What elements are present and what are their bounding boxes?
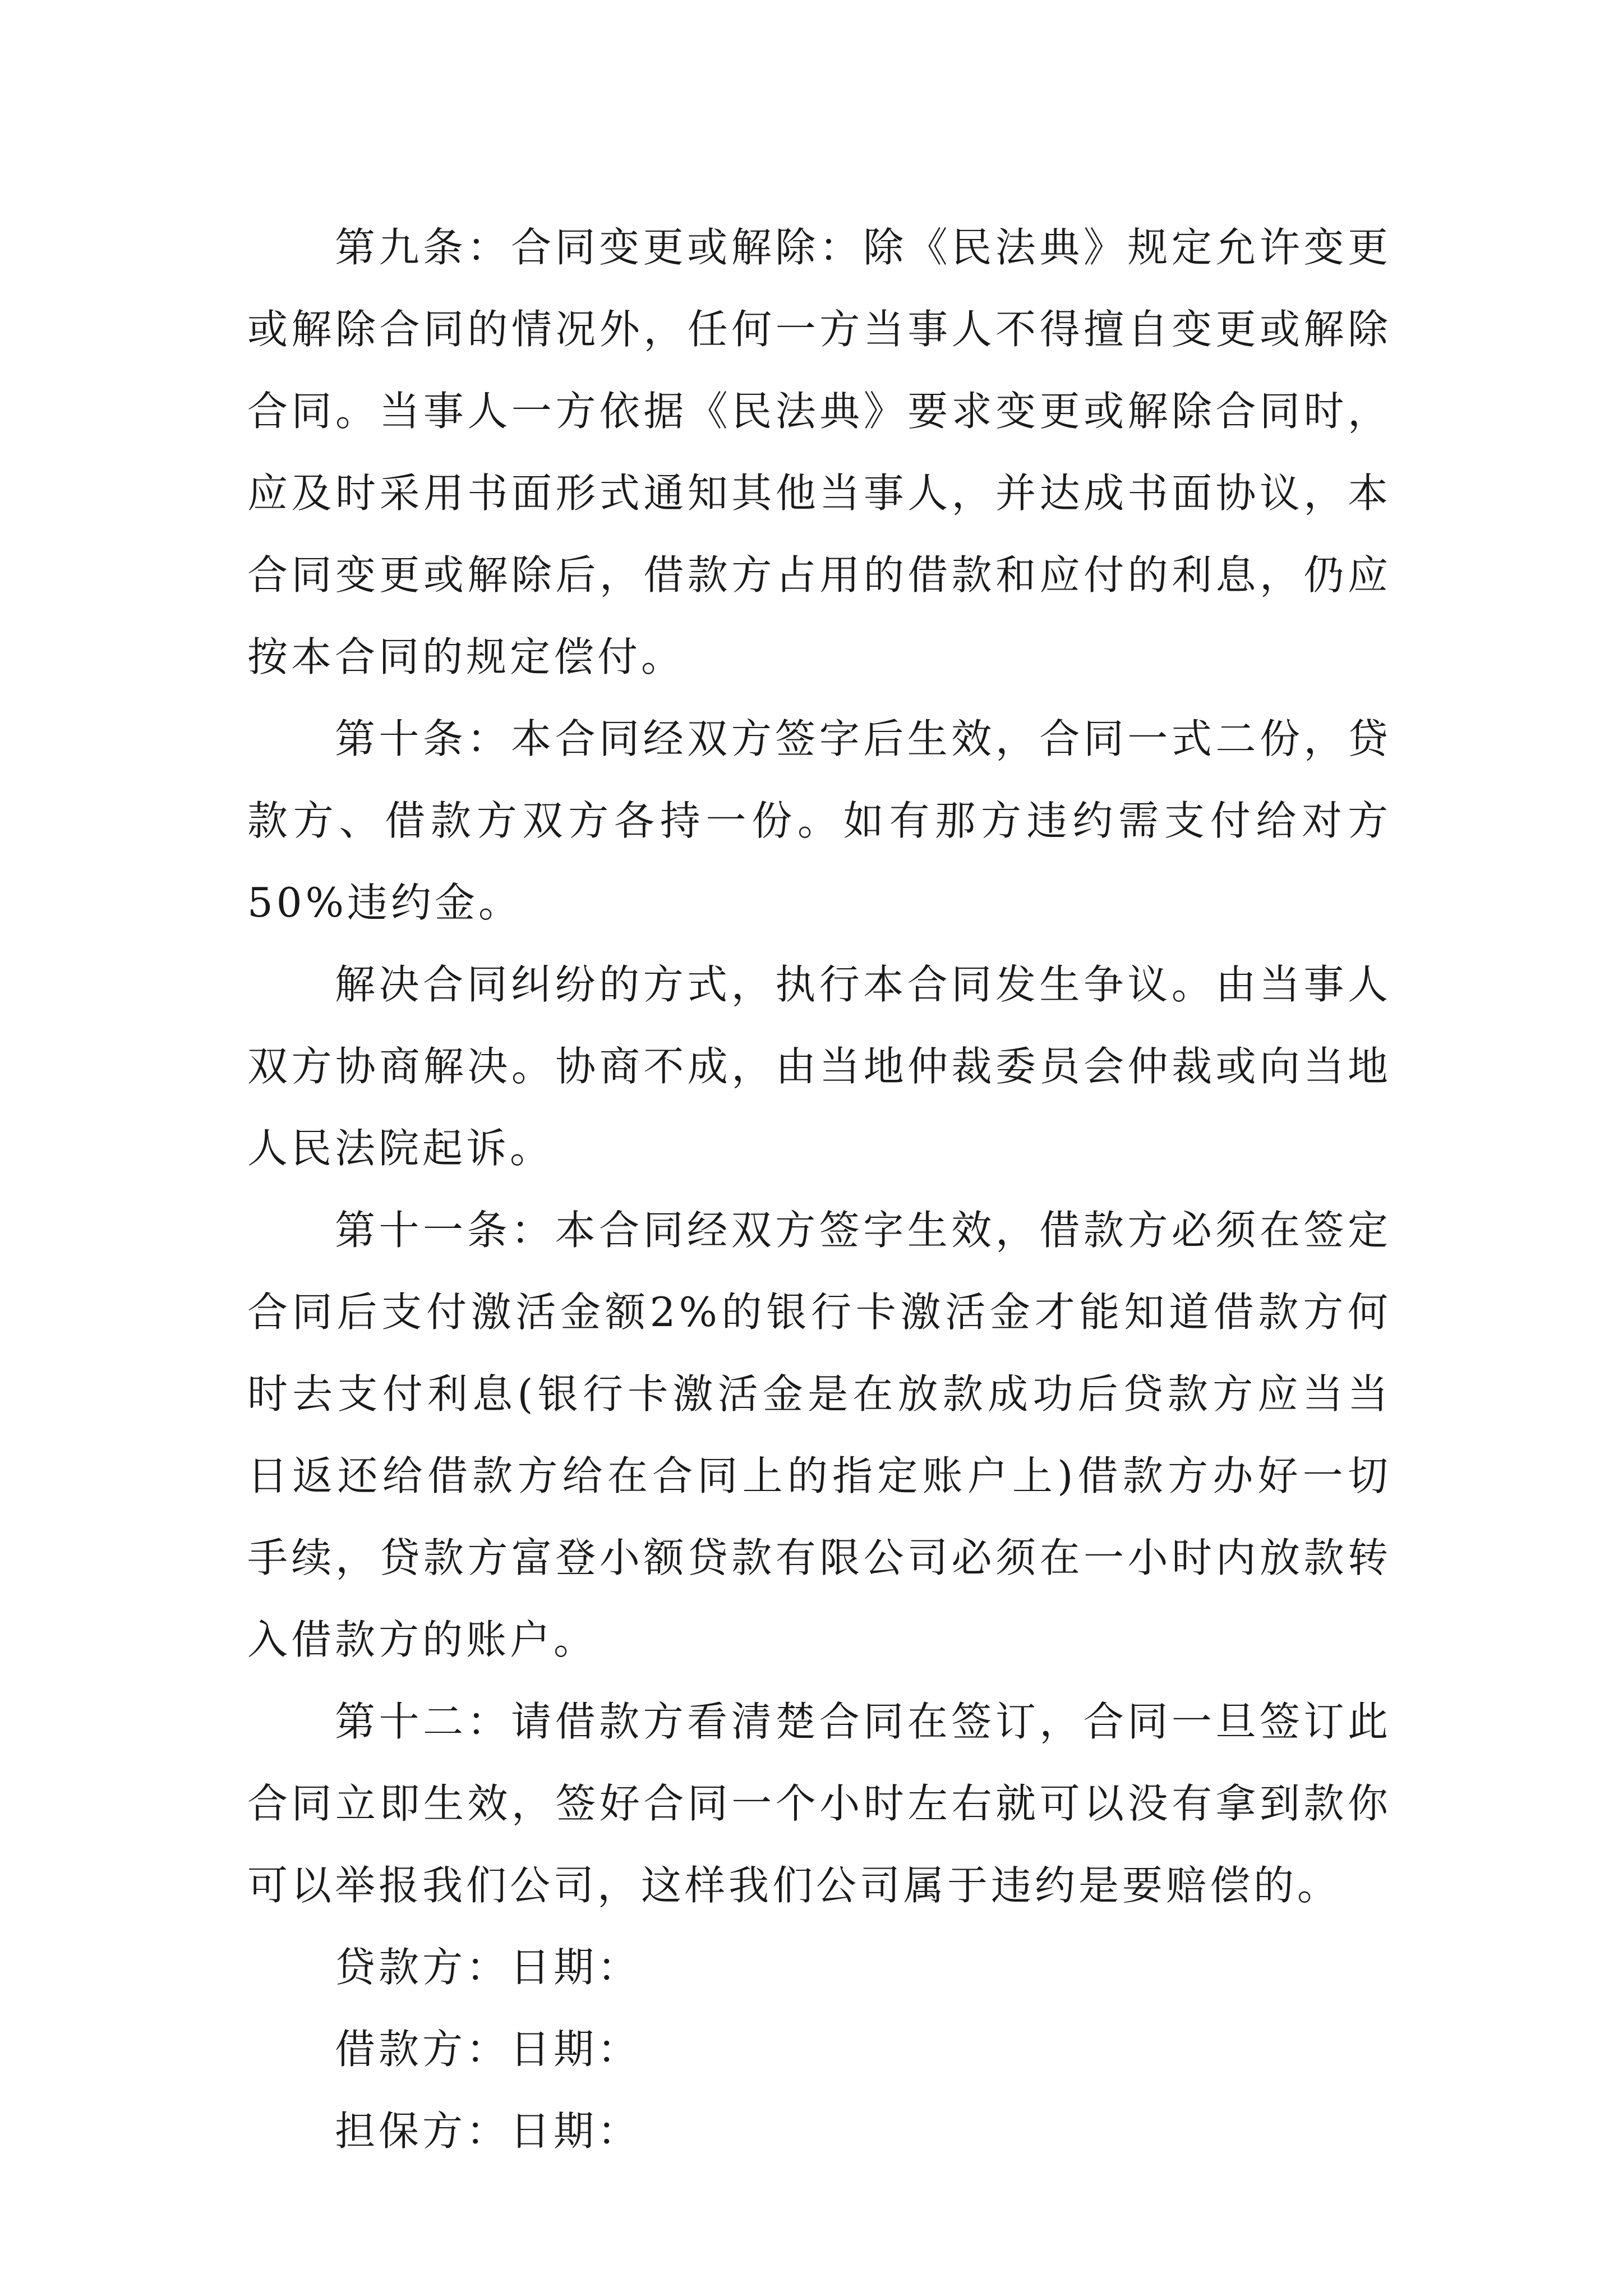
document-body <box>247 206 1391 2172</box>
article-10-paragraph: 第十条：本合同经双方签字后生效，合同一式二份，贷款方、借款方双方各持一份。如有那方违约需支付给对方50%违约金。 <box>247 715 1391 926</box>
lender-signature-line: 贷款方：日期： <box>335 1944 642 1991</box>
article-12-paragraph: 第十二：请借款方看清楚合同在签订，合同一旦签订此合同立即生效，签好合同一个小时左右就可以没有拿到款你可以举报我们公司，这样我们公司属于违约是要赔偿的。 <box>247 1698 1391 1909</box>
article-9-paragraph: 第九条：合同变更或解除：除《民法典》规定允许变更或解除合同的情况外，任何一方当事人不得擅自变更或解除合同。当事人一方依据《民法典》要求变更或解除合同时，应及时采用书面形式通知其他当事人，并达成书面协议，本合同变更或解除后，借款方占用的借款和应付的利息，仍应按本合同的规定偿付。 <box>247 224 1391 680</box>
borrower-signature-line: 借款方：日期： <box>335 2026 642 2073</box>
dispute-resolution-paragraph: 解决合同纠纷的方式，执行本合同发生争议。由当事人双方协商解决。协商不成，由当地仲裁委员会仲裁或向当地人民法院起诉。 <box>247 961 1391 1172</box>
article-11-paragraph: 第十一条：本合同经双方签字生效，借款方必须在签定合同后支付激活金额2%的银行卡激活金才能知道借款方何时去支付利息(银行卡激活金是在放款成功后贷款方应当当日返还给借款方给在合同上的指定账户上)借款方办好一切手续，贷款方富登小额贷款有限公司必须在一小时内放款转入借款方的账户。 <box>247 1207 1391 1663</box>
guarantor-signature-line: 担保方：日期： <box>335 2108 642 2155</box>
